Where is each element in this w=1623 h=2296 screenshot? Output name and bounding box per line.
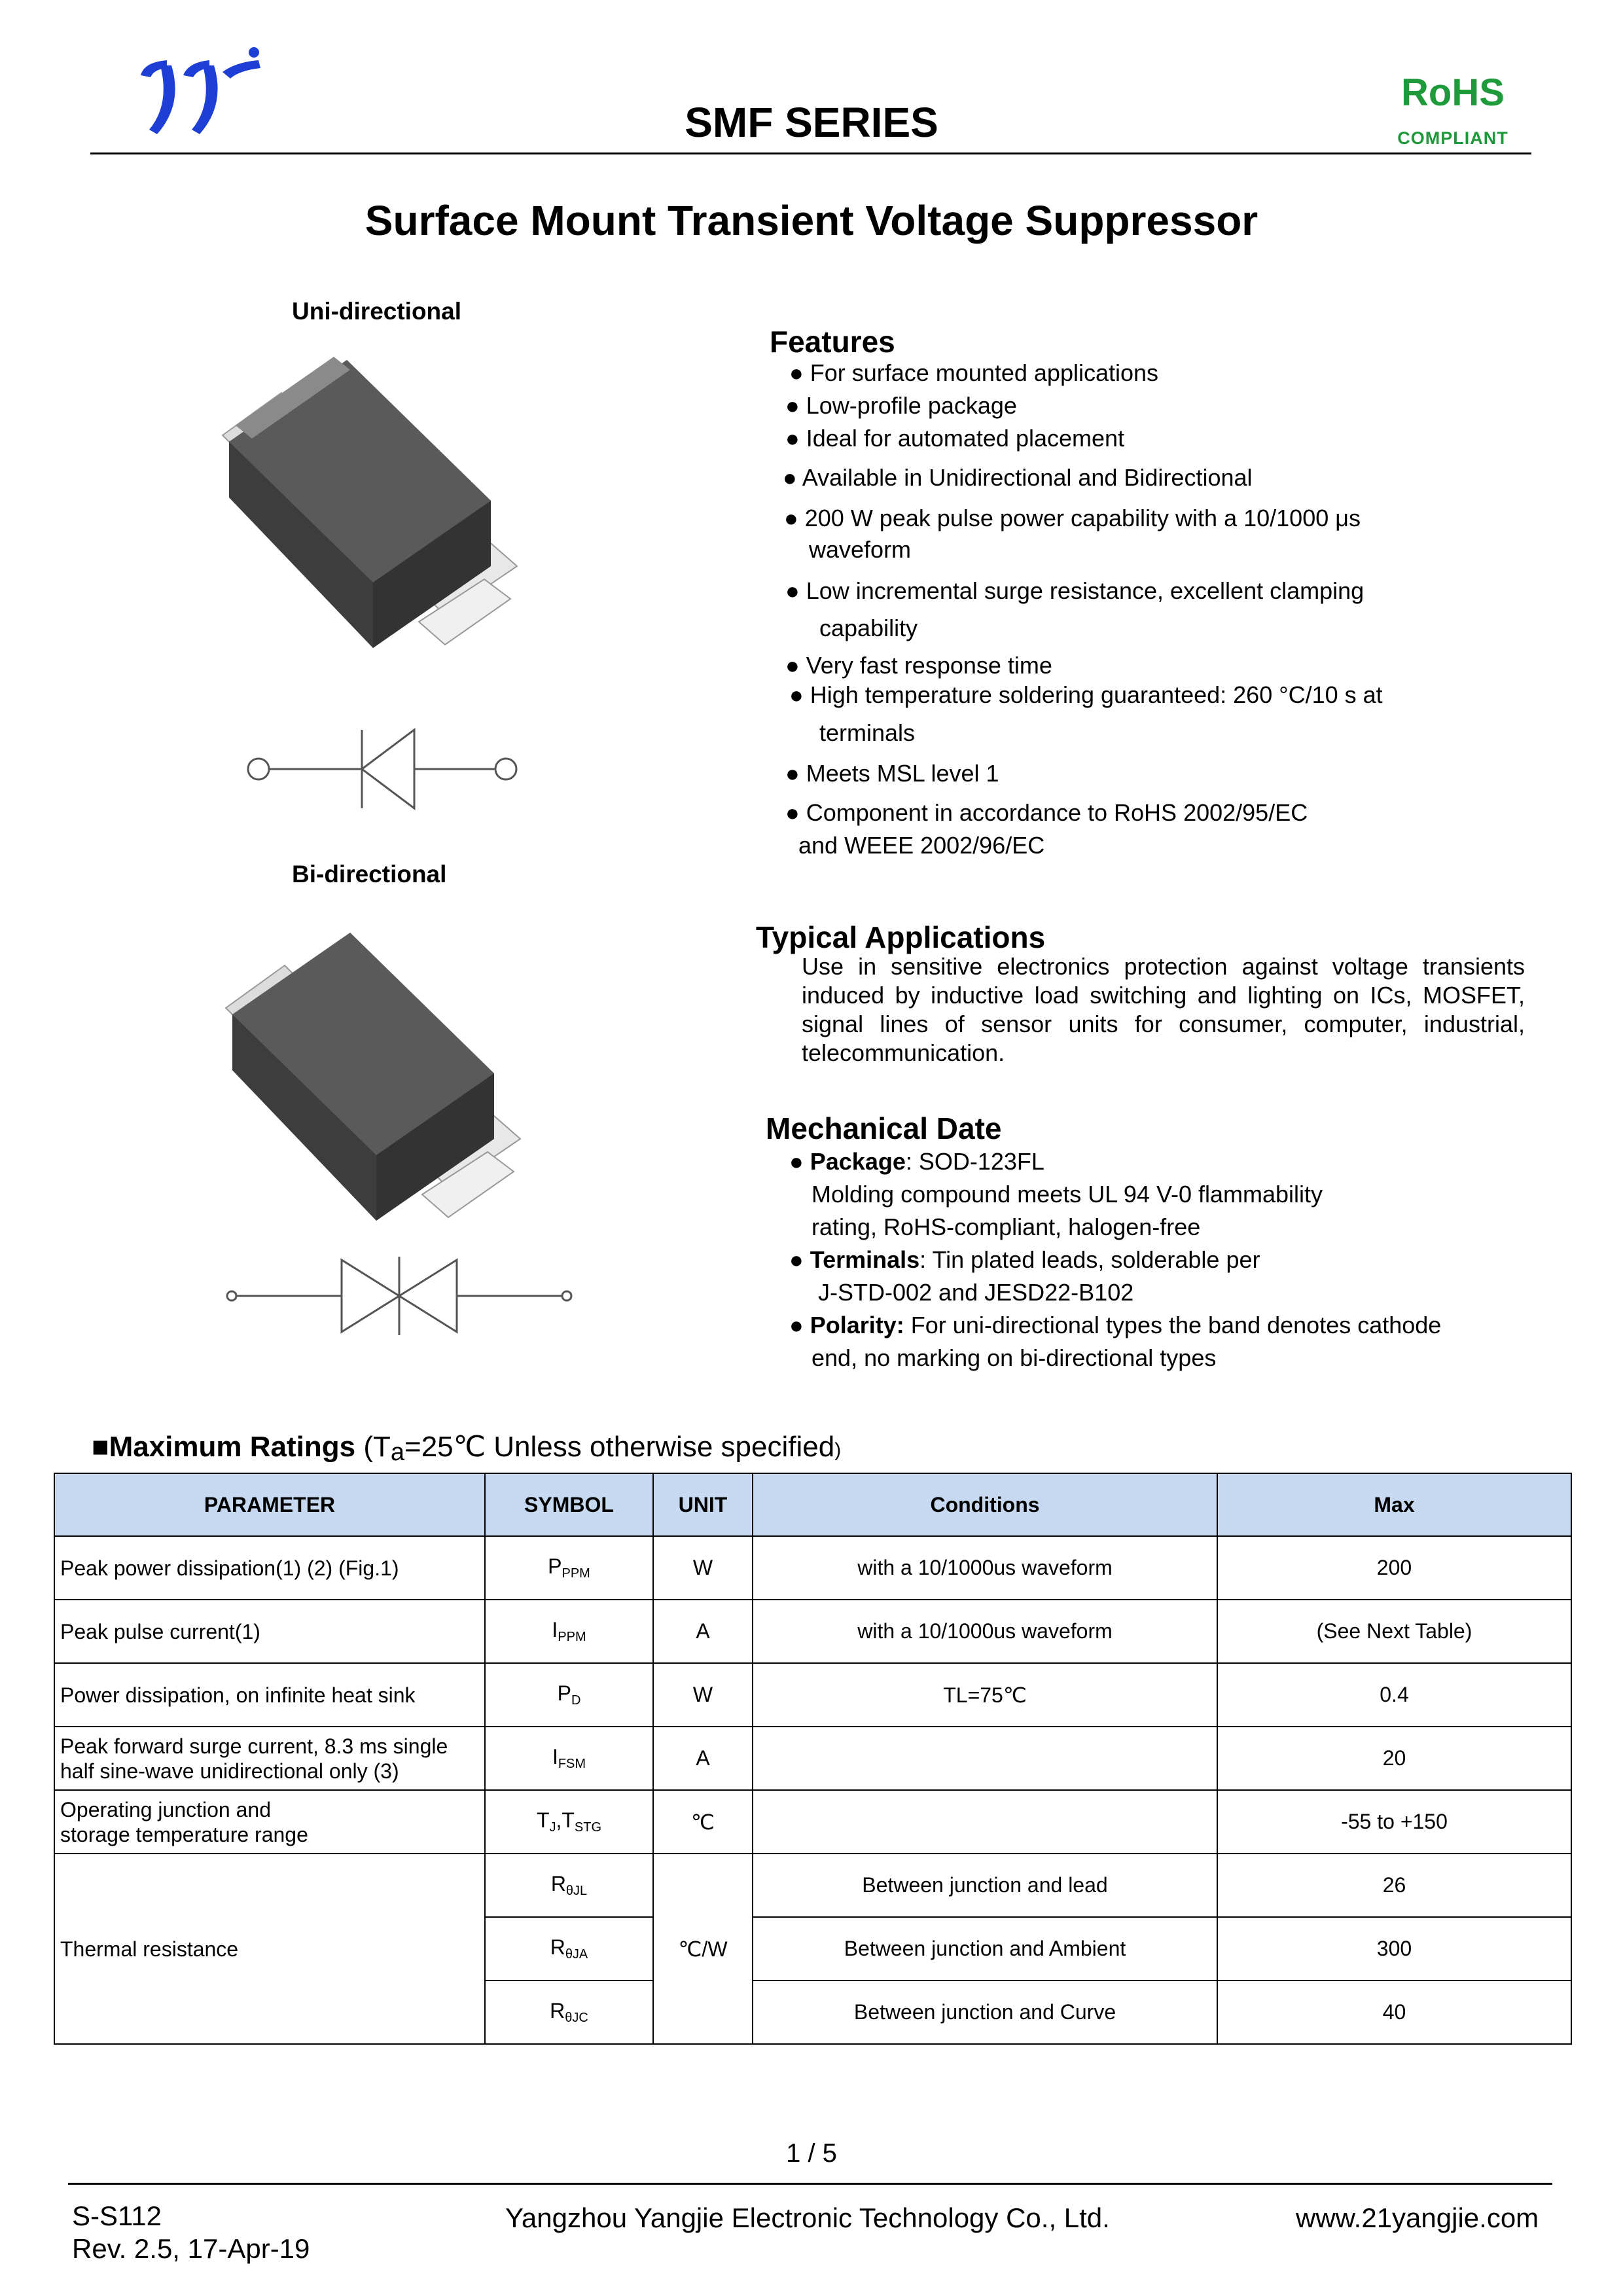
uni-directional-label: Uni-directional — [292, 298, 462, 325]
header-conditions: Conditions — [753, 1473, 1217, 1536]
symbol-sub: J — [549, 1820, 556, 1835]
cell-symbol — [485, 1917, 653, 1981]
cell-param: Peak power dissipation(1) (2) (Fig.1) — [54, 1536, 485, 1600]
ratings-cond-post: =25℃ Unless otherwise specified — [404, 1431, 835, 1463]
feature-item: terminals — [819, 719, 916, 746]
table-row — [54, 1600, 1571, 1663]
ratings-cond-sub: a — [390, 1439, 404, 1466]
symbol-sub: PPM — [558, 1630, 586, 1644]
header-symbol: SYMBOL — [485, 1473, 653, 1536]
symbol-main: R — [550, 1872, 566, 1895]
mech-polarity-2: end, no marking on bi-directional types — [812, 1344, 1217, 1371]
cell-max: (See Next Table) — [1217, 1600, 1571, 1663]
header-parameter: PARAMETER — [54, 1473, 485, 1536]
cell-max: 26 — [1217, 1854, 1571, 1917]
symbol-main: I — [552, 1618, 558, 1641]
cell-unit: W — [653, 1536, 753, 1600]
cell-unit: A — [653, 1727, 753, 1790]
max-ratings-table — [54, 1473, 1572, 2045]
bi-directional-diode-symbol — [223, 1253, 576, 1338]
feature-item: waveform — [809, 536, 912, 563]
table-row — [54, 1854, 1571, 1917]
symbol-sub: θJC — [565, 2011, 588, 2025]
cell-conditions — [753, 1727, 1217, 1790]
cell-max: -55 to +150 — [1217, 1790, 1571, 1854]
company-name: Yangzhou Yangjie Electronic Technology Co., Ltd. — [505, 2202, 1110, 2233]
cell-max: 200 — [1217, 1536, 1571, 1600]
feature-item: ● Component in accordance to RoHS 2002/95/EC — [785, 799, 1308, 826]
doc-code: S-S112 — [72, 2200, 162, 2231]
cell-symbol — [485, 1663, 653, 1727]
header-unit: UNIT — [653, 1473, 753, 1536]
cell-conditions: with a 10/1000us waveform — [753, 1536, 1217, 1600]
feature-item: ● Available in Unidirectional and Bidirectional — [783, 464, 1253, 491]
cell-param — [54, 1790, 485, 1854]
ratings-title-label: ■Maximum Ratings — [92, 1431, 356, 1463]
feature-item: and WEEE 2002/96/EC — [798, 832, 1045, 859]
uni-directional-diode-symbol — [245, 723, 533, 815]
symbol-main: P — [557, 1681, 571, 1705]
mech-package: ● Package: SOD-123FL — [789, 1148, 1044, 1175]
cell-param: Power dissipation, on infinite heat sink — [54, 1663, 485, 1727]
document-title: Surface Mount Transient Voltage Suppressor — [365, 197, 1258, 244]
cell-symbol — [485, 1536, 653, 1600]
cell-unit: A — [653, 1600, 753, 1663]
mech-terminals: ● Terminals: Tin plated leads, solderable per — [789, 1246, 1260, 1273]
polarity-value: For uni-directional types the band denotes cathode — [904, 1312, 1442, 1338]
symbol-sub: PPM — [562, 1566, 590, 1581]
series-title: SMF SERIES — [685, 99, 938, 146]
cell-unit: ℃ — [653, 1790, 753, 1854]
cell-max: 20 — [1217, 1727, 1571, 1790]
header-divider — [90, 152, 1531, 154]
cell-symbol — [485, 1727, 653, 1790]
cell-conditions: Between junction and Curve — [753, 1981, 1217, 2044]
param-line-1: Peak forward surge current, 8.3 ms single — [60, 1734, 448, 1758]
mech-molding-2: rating, RoHS-compliant, halogen-free — [812, 1213, 1201, 1240]
feature-item: ● For surface mounted applications — [789, 359, 1159, 386]
cell-conditions — [753, 1790, 1217, 1854]
rohs-badge: RoHS — [1401, 71, 1505, 114]
polarity-label: Polarity: — [810, 1312, 904, 1338]
symbol-sub: FSM — [558, 1757, 586, 1771]
symbol-main: R — [550, 1935, 565, 1959]
bi-directional-label: Bi-directional — [292, 861, 447, 888]
cell-param-thermal: Thermal resistance — [54, 1854, 485, 2044]
symbol-main-2: ,T — [556, 1808, 575, 1832]
feature-item: ● Low-profile package — [785, 392, 1017, 419]
param-line-2: storage temperature range — [60, 1822, 308, 1846]
rohs-compliant-label: COMPLIANT — [1397, 128, 1508, 148]
symbol-sub-2: STG — [574, 1820, 602, 1835]
cell-max: 40 — [1217, 1981, 1571, 2044]
applications-heading: Typical Applications — [756, 920, 1046, 954]
symbol-main: I — [552, 1745, 558, 1768]
cell-symbol — [485, 1854, 653, 1917]
ratings-title — [92, 1430, 841, 1467]
symbol-main: R — [550, 1999, 565, 2022]
symbol-sub: D — [571, 1693, 581, 1708]
cell-max: 0.4 — [1217, 1663, 1571, 1727]
website: www.21yangjie.com — [1296, 2202, 1539, 2233]
cell-unit: W — [653, 1663, 753, 1727]
features-heading: Features — [770, 325, 895, 359]
feature-item: ● Very fast response time — [785, 652, 1052, 679]
applications-text: Use in sensitive electronics protection against voltage transients induced by inductive load switching and lighting on ICs, MOSFET, signal lines of sensor units for consumer, computer, industrial, telecommunication. — [802, 953, 1525, 1066]
footer-divider — [68, 2183, 1552, 2185]
symbol-sub: θJA — [565, 1947, 588, 1962]
cell-symbol — [485, 1981, 653, 2044]
table-row — [54, 1727, 1571, 1790]
terminals-label: Terminals — [810, 1246, 920, 1273]
ratings-cond-end: ) — [834, 1439, 842, 1461]
feature-item: capability — [819, 615, 918, 641]
symbol-main: T — [536, 1808, 550, 1832]
revision: Rev. 2.5, 17-Apr-19 — [72, 2233, 310, 2264]
feature-item: ● High temperature soldering guaranteed: 260 °C/10 s at — [789, 681, 1383, 708]
cell-conditions: Between junction and lead — [753, 1854, 1217, 1917]
bi-directional-package-image — [187, 913, 553, 1227]
cell-conditions: with a 10/1000us waveform — [753, 1600, 1217, 1663]
cell-symbol — [485, 1600, 653, 1663]
cell-param: Peak pulse current(1) — [54, 1600, 485, 1663]
package-value: : SOD-123FL — [905, 1148, 1044, 1175]
table-row — [54, 1790, 1571, 1854]
cell-unit-thermal: ℃/W — [653, 1854, 753, 2044]
cell-symbol — [485, 1790, 653, 1854]
cell-param — [54, 1727, 485, 1790]
mech-molding-1: Molding compound meets UL 94 V-0 flammability — [812, 1181, 1323, 1208]
header-max: Max — [1217, 1473, 1571, 1536]
symbol-main: P — [548, 1554, 562, 1578]
param-line-2: half sine-wave unidirectional only (3) — [60, 1759, 399, 1783]
ratings-cond-pre: (T — [355, 1431, 391, 1463]
cell-conditions: TL=75℃ — [753, 1663, 1217, 1727]
mech-polarity: ● Polarity: For uni-directional types the band denotes cathode — [789, 1312, 1442, 1338]
table-row — [54, 1663, 1571, 1727]
page-number: 1 / 5 — [786, 2139, 837, 2168]
symbol-sub: θJL — [565, 1884, 588, 1898]
feature-item: ● Meets MSL level 1 — [785, 760, 999, 787]
cell-max: 300 — [1217, 1917, 1571, 1981]
feature-item: ● Low incremental surge resistance, excellent clamping — [785, 577, 1364, 604]
mech-terminals-2: J-STD-002 and JESD22-B102 — [818, 1279, 1134, 1306]
feature-item: ● Ideal for automated placement — [785, 425, 1125, 452]
package-label: Package — [810, 1148, 906, 1175]
param-line-1: Operating junction and — [60, 1797, 271, 1821]
mechanical-heading: Mechanical Date — [766, 1111, 1002, 1145]
uni-directional-package-image — [183, 340, 550, 655]
feature-item: ● 200 W peak pulse power capability with a 10/1000 μs — [784, 505, 1361, 531]
table-header-row — [54, 1473, 1571, 1536]
table-row — [54, 1536, 1571, 1600]
cell-conditions: Between junction and Ambient — [753, 1917, 1217, 1981]
terminals-value: : Tin plated leads, solderable per — [919, 1246, 1260, 1273]
